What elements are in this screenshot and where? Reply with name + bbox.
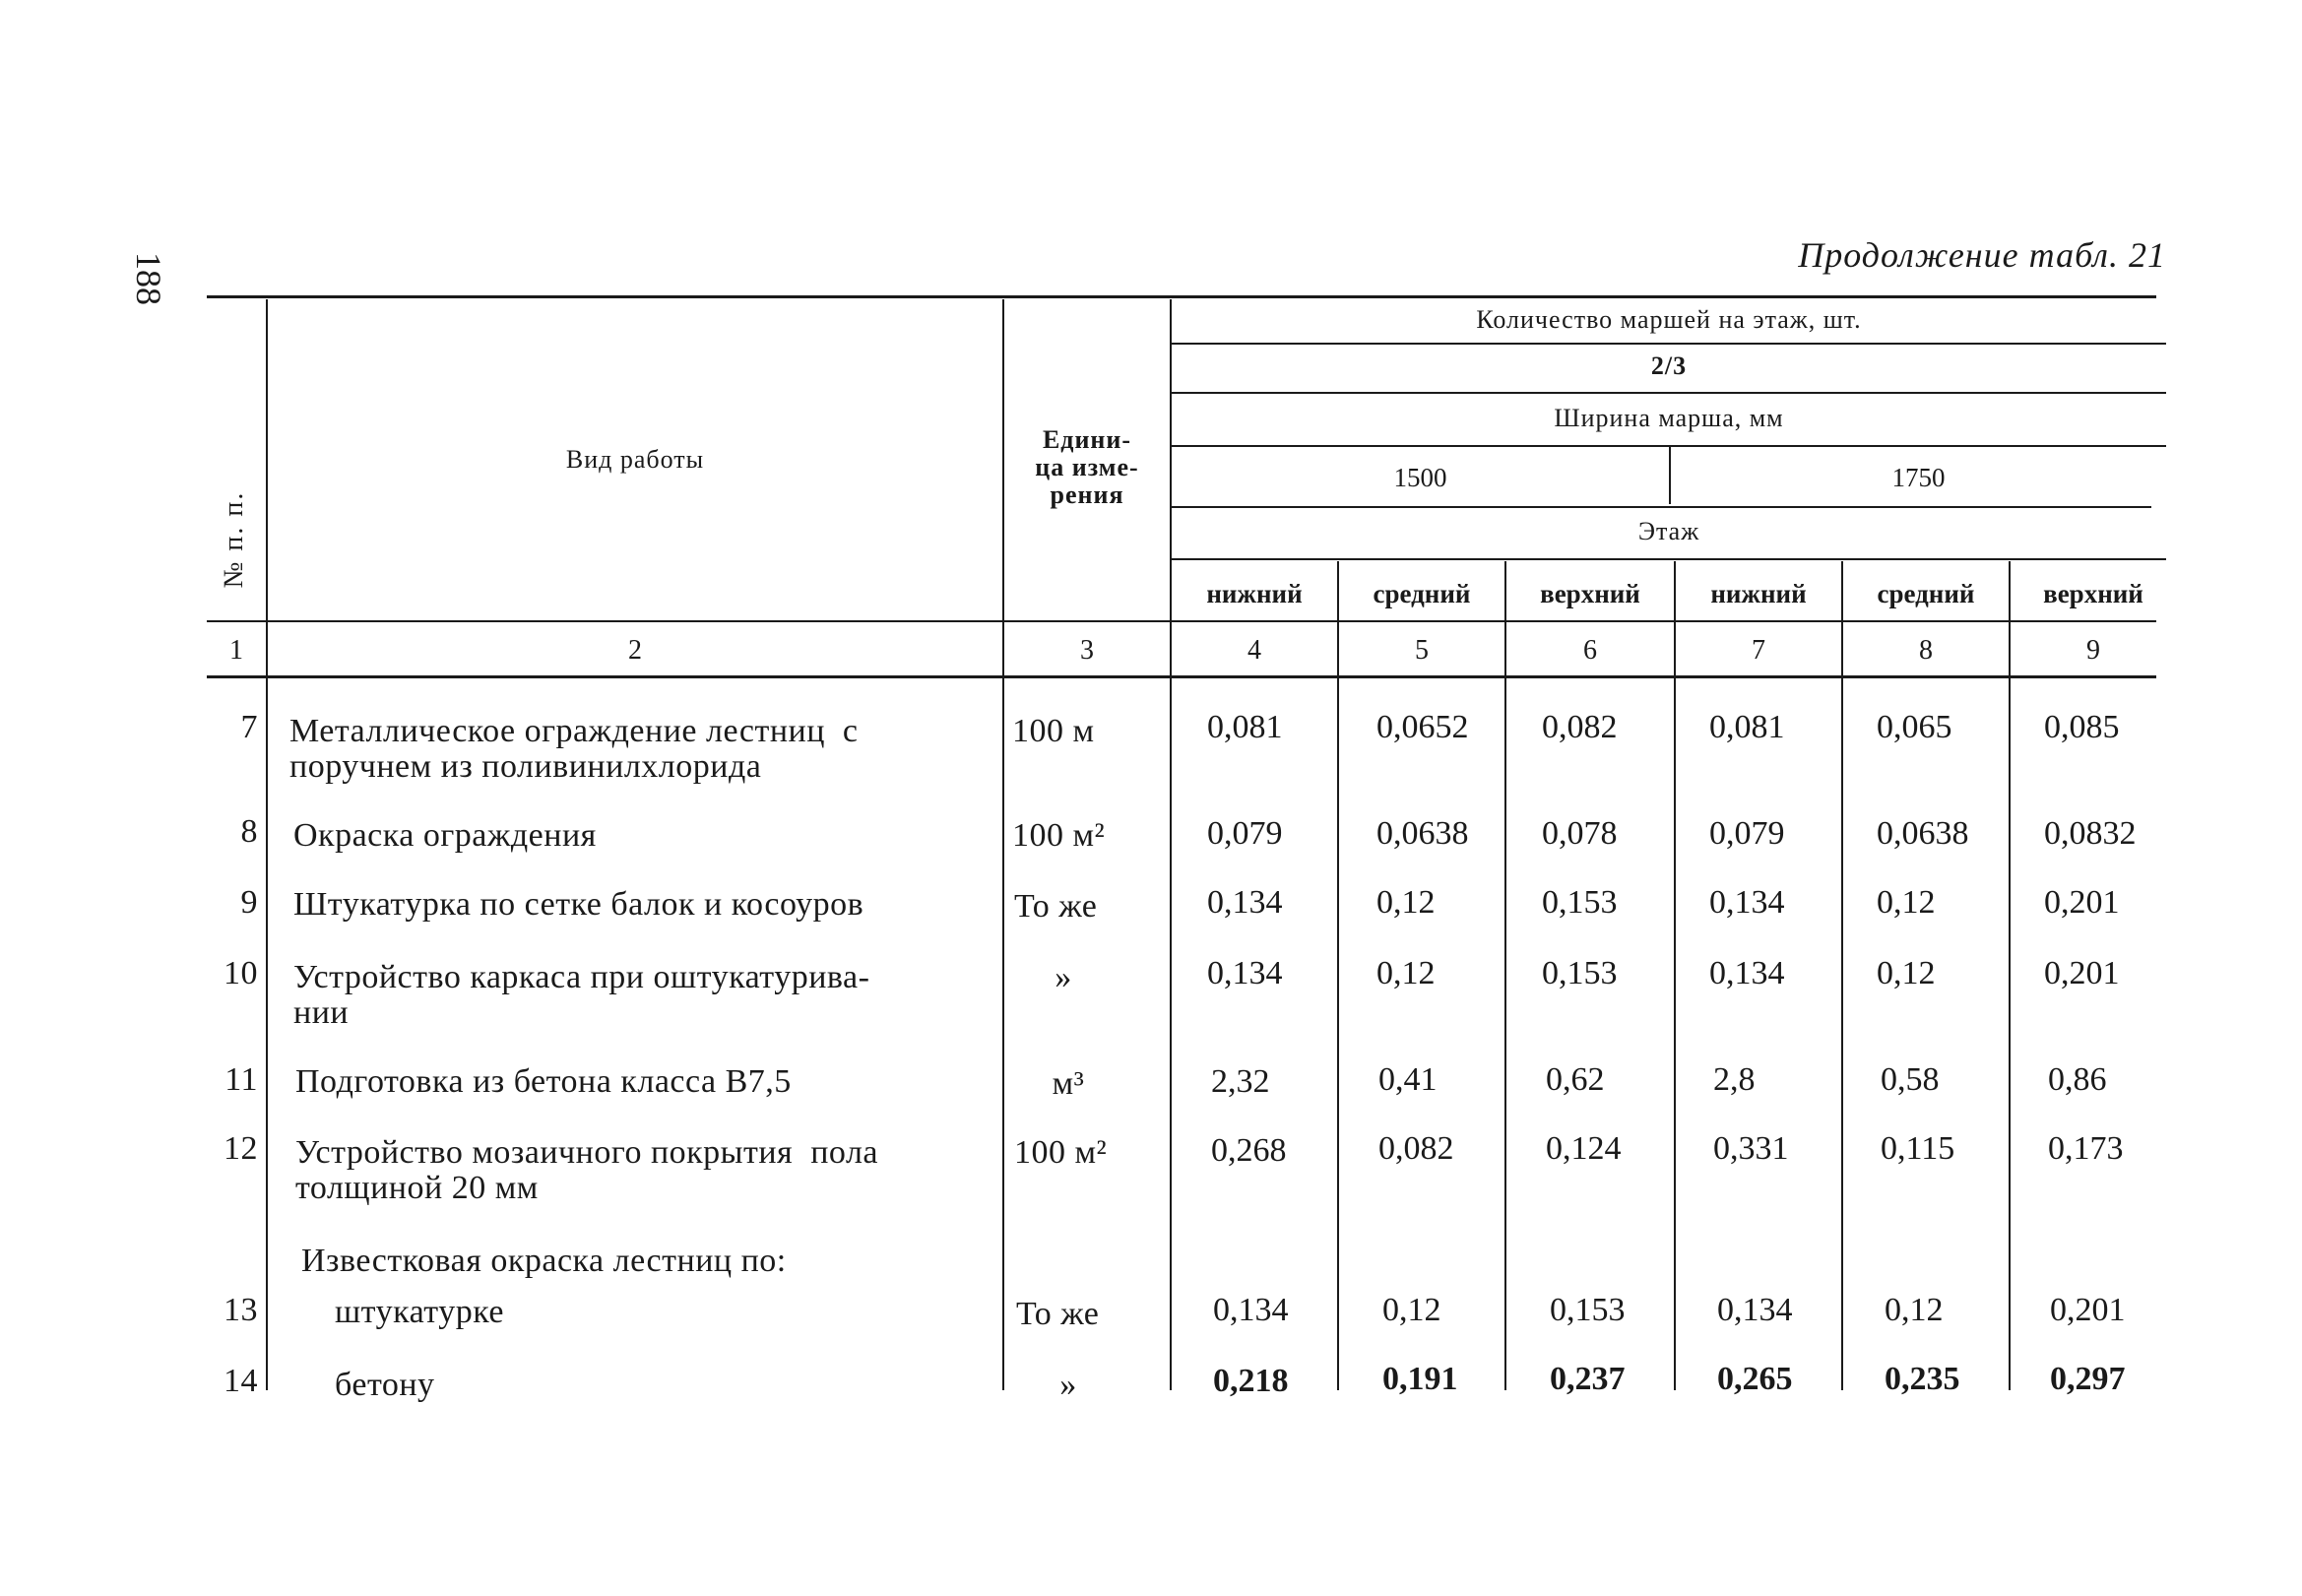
row-12-work-line-1: Устройство мозаичного покрытия пола bbox=[295, 1134, 878, 1171]
row-13-value-3: 0,153 bbox=[1550, 1292, 1626, 1328]
row-14-value-4: 0,265 bbox=[1717, 1361, 1793, 1397]
colnum-3: 3 bbox=[1080, 635, 1094, 666]
row-12-number: 12 bbox=[224, 1130, 258, 1167]
header-unit-line-2: ца изме- bbox=[1035, 453, 1139, 481]
row-7-number: 7 bbox=[240, 709, 258, 745]
row-14-value-3: 0,237 bbox=[1550, 1361, 1626, 1397]
row-13-value-1: 0,134 bbox=[1213, 1292, 1289, 1328]
col-divider-8 bbox=[2009, 561, 2011, 1390]
header-floor-upper-1500: верхний bbox=[1540, 579, 1640, 608]
row-8-work: Окраска ограждения bbox=[293, 817, 597, 854]
row-10-value-6: 0,201 bbox=[2044, 955, 2120, 991]
row-11-number: 11 bbox=[224, 1061, 258, 1098]
row-13-unit: То же bbox=[1016, 1296, 1100, 1332]
header-floor-middle-1750: средний bbox=[1877, 579, 1975, 608]
row-7-value-2: 0,0652 bbox=[1376, 709, 1469, 745]
colnum-5: 5 bbox=[1415, 635, 1429, 666]
row-14-value-6: 0,297 bbox=[2050, 1361, 2126, 1397]
row-9-value-3: 0,153 bbox=[1542, 884, 1618, 921]
header-width-1500: 1500 bbox=[1393, 463, 1447, 492]
header-work-type: Вид работы bbox=[565, 445, 705, 474]
row-11-value-1: 2,32 bbox=[1211, 1063, 1270, 1100]
row-9-value-1: 0,134 bbox=[1207, 884, 1283, 921]
colnum-9: 9 bbox=[2086, 635, 2100, 666]
row-7-value-3: 0,082 bbox=[1542, 709, 1618, 745]
page-number: 188 bbox=[129, 252, 168, 305]
colnum-2: 2 bbox=[628, 635, 642, 666]
row-10-value-3: 0,153 bbox=[1542, 955, 1618, 991]
row-14-work: бетону bbox=[335, 1367, 435, 1403]
header-width-1750: 1750 bbox=[1891, 463, 1946, 492]
row-7-value-5: 0,065 bbox=[1877, 709, 1952, 745]
header-rule-ratio bbox=[1172, 343, 2166, 345]
colnum-6: 6 bbox=[1583, 635, 1597, 666]
row-13-work: штукатурке bbox=[335, 1294, 504, 1330]
header-rule-width bbox=[1172, 392, 2166, 394]
row-12-value-3: 0,124 bbox=[1546, 1130, 1622, 1167]
colnum-7: 7 bbox=[1752, 635, 1765, 666]
header-ratio: 2/3 bbox=[1650, 351, 1688, 380]
row-8-value-1: 0,079 bbox=[1207, 815, 1283, 852]
row-8-value-4: 0,079 bbox=[1709, 815, 1785, 852]
row-11-work: Подготовка из бетона класса В7,5 bbox=[295, 1063, 792, 1100]
row-8-unit: 100 м² bbox=[1012, 817, 1106, 854]
row-12-value-6: 0,173 bbox=[2048, 1130, 2124, 1167]
header-group-title: Количество маршей на этаж, шт. bbox=[1476, 305, 1862, 334]
colnum-4: 4 bbox=[1247, 635, 1261, 666]
row-12-work-line-2: толщиной 20 мм bbox=[295, 1170, 539, 1206]
row-13-value-5: 0,12 bbox=[1885, 1292, 1944, 1328]
row-13-value-4: 0,134 bbox=[1717, 1292, 1793, 1328]
row-13-value-2: 0,12 bbox=[1382, 1292, 1441, 1328]
col-divider-6 bbox=[1674, 561, 1676, 1390]
row-11-unit: м³ bbox=[1052, 1065, 1085, 1102]
row-12-value-5: 0,115 bbox=[1881, 1130, 1955, 1167]
row-10-work-line-2: нии bbox=[293, 994, 350, 1031]
row-10-value-2: 0,12 bbox=[1376, 955, 1436, 991]
header-floor-lower-1500: нижний bbox=[1206, 579, 1303, 608]
row-10-unit: » bbox=[1055, 959, 1072, 995]
header-rule-floor bbox=[1172, 506, 2151, 508]
row-14-unit: » bbox=[1059, 1367, 1077, 1403]
col-divider-4 bbox=[1337, 561, 1339, 1390]
row-12-value-2: 0,082 bbox=[1378, 1130, 1454, 1167]
header-unit-line-1: Едини- bbox=[1042, 425, 1132, 454]
row-8-value-2: 0,0638 bbox=[1376, 815, 1469, 852]
header-bottom-rule bbox=[207, 675, 2156, 678]
row-12-unit: 100 м² bbox=[1014, 1134, 1108, 1171]
row-7-value-4: 0,081 bbox=[1709, 709, 1785, 745]
row-8-value-6: 0,0832 bbox=[2044, 815, 2137, 852]
header-width-title: Ширина марша, мм bbox=[1554, 404, 1784, 432]
row-8-number: 8 bbox=[240, 813, 258, 850]
row-10-value-4: 0,134 bbox=[1709, 955, 1785, 991]
colnum-1: 1 bbox=[229, 635, 243, 666]
row-7-value-6: 0,085 bbox=[2044, 709, 2120, 745]
row-14-number: 14 bbox=[224, 1363, 258, 1399]
row-8-value-5: 0,0638 bbox=[1877, 815, 1969, 852]
subheading-lime-painting: Известковая окраска лестниц по: bbox=[301, 1243, 787, 1279]
table-top-rule bbox=[207, 295, 2156, 298]
row-10-number: 10 bbox=[224, 955, 258, 991]
col-divider-5 bbox=[1504, 561, 1506, 1390]
row-7-unit: 100 м bbox=[1012, 713, 1095, 749]
row-7-value-1: 0,081 bbox=[1207, 709, 1283, 745]
row-11-value-4: 2,8 bbox=[1713, 1061, 1756, 1098]
row-7-work-line-2: поручнем из поливинилхлорида bbox=[289, 748, 762, 785]
row-10-work-line-1: Устройство каркаса при оштукатурива- bbox=[293, 959, 870, 995]
header-floor-upper-1750: верхний bbox=[2043, 579, 2143, 608]
row-14-value-2: 0,191 bbox=[1382, 1361, 1458, 1397]
row-7-work-line-1: Металлическое ограждение лестниц с bbox=[289, 713, 859, 749]
row-9-value-6: 0,201 bbox=[2044, 884, 2120, 921]
row-12-value-1: 0,268 bbox=[1211, 1132, 1287, 1169]
row-11-value-6: 0,86 bbox=[2048, 1061, 2107, 1098]
header-rule-etazh bbox=[1172, 558, 2166, 560]
header-unit-line-3: рения bbox=[1050, 480, 1124, 509]
row-14-value-1: 0,218 bbox=[1213, 1363, 1289, 1399]
row-13-number: 13 bbox=[224, 1292, 258, 1328]
colnum-8: 8 bbox=[1919, 635, 1933, 666]
table-caption: Продолжение табл. 21 bbox=[1798, 235, 2166, 275]
row-9-number: 9 bbox=[240, 884, 258, 921]
row-10-value-5: 0,12 bbox=[1877, 955, 1936, 991]
row-9-work: Штукатурка по сетке балок и косоуров bbox=[293, 886, 864, 923]
header-floor-middle-1500: средний bbox=[1373, 579, 1471, 608]
header-rule-colnums bbox=[207, 620, 2156, 622]
row-14-value-5: 0,235 bbox=[1885, 1361, 1960, 1397]
header-floor-title: Этаж bbox=[1637, 517, 1700, 545]
row-11-value-2: 0,41 bbox=[1378, 1061, 1438, 1098]
col-divider-7 bbox=[1841, 561, 1843, 1390]
row-10-value-1: 0,134 bbox=[1207, 955, 1283, 991]
header-floor-lower-1750: нижний bbox=[1710, 579, 1807, 608]
row-9-value-4: 0,134 bbox=[1709, 884, 1785, 921]
header-row-number: № п. п. bbox=[219, 490, 249, 589]
row-9-value-2: 0,12 bbox=[1376, 884, 1436, 921]
row-13-value-6: 0,201 bbox=[2050, 1292, 2126, 1328]
row-9-unit: То же bbox=[1014, 888, 1098, 925]
row-11-value-5: 0,58 bbox=[1881, 1061, 1940, 1098]
row-8-value-3: 0,078 bbox=[1542, 815, 1618, 852]
row-11-value-3: 0,62 bbox=[1546, 1061, 1605, 1098]
row-9-value-5: 0,12 bbox=[1877, 884, 1936, 921]
row-12-value-4: 0,331 bbox=[1713, 1130, 1789, 1167]
